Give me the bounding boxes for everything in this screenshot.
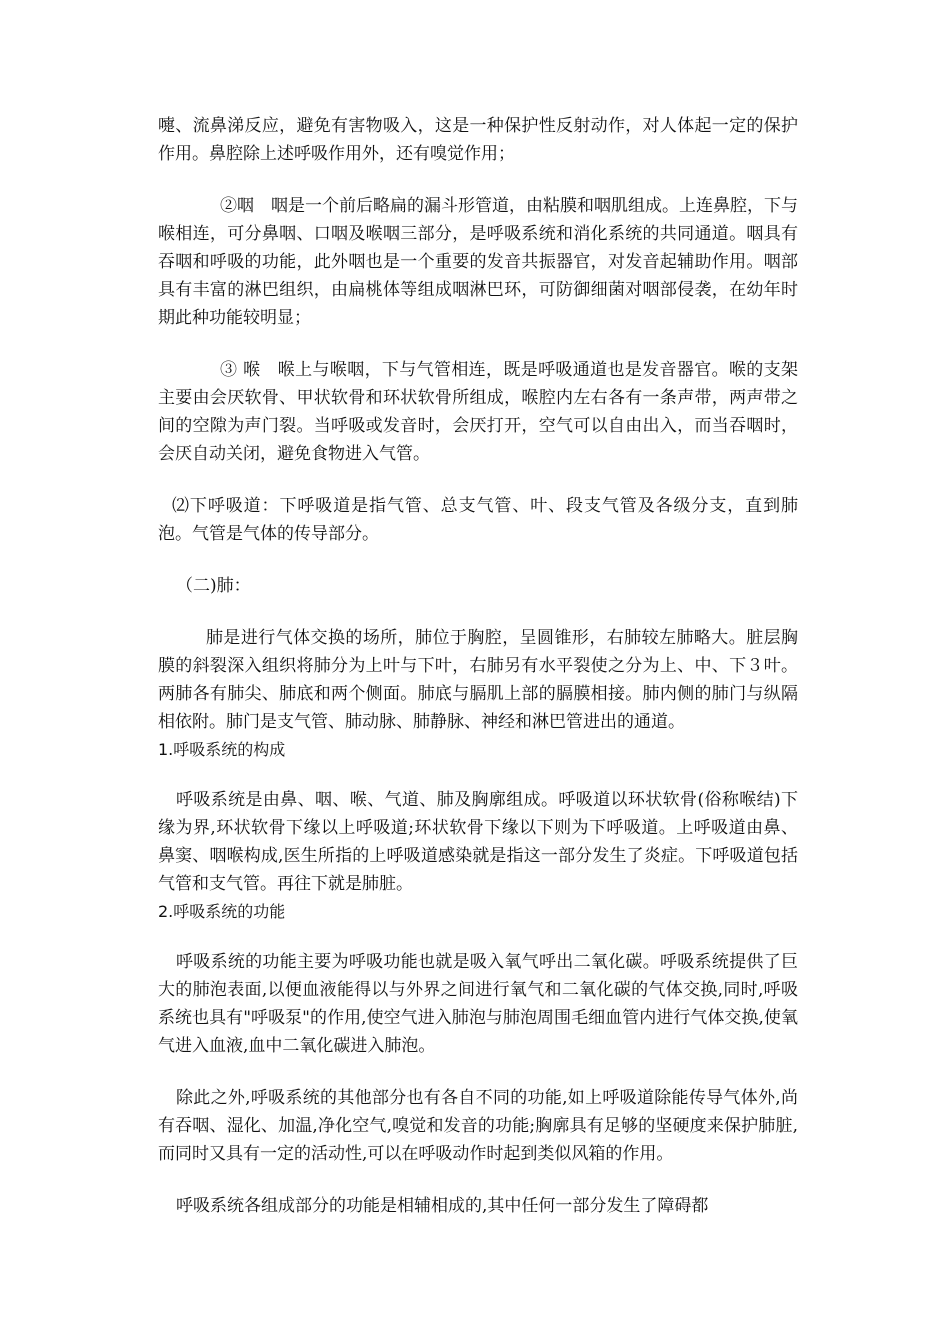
paragraph-respiratory-structure: 呼吸系统是由鼻、咽、喉、气道、肺及胸廓组成。呼吸道以环状软骨(俗称喉结)下缘为界,环状软骨下缘以上呼吸道;环状软骨下缘以下则为下呼吸道。上呼吸道由鼻、鼻窦、咽喉构成,医生所指的上呼吸道感染就是指这一部分发生了炎症。下呼吸道包括气管和支气管。再往下就是肺脏。 bbox=[158, 790, 798, 894]
paragraph-lung: 肺是进行气体交换的场所，肺位于胸腔，呈圆锥形，右肺较左肺略大。脏层胸膜的斜裂深入组织将肺分为上叶与下叶，右肺另有水平裂使之分为上、中、下３叶。两肺各有肺尖、肺底和两个侧面。肺底与膈肌上部的膈膜相接。肺内侧的肺门与纵隔相依附。肺门是支气管、肺动脉、肺静脉、神经和淋巴管进出的通道。 bbox=[158, 628, 798, 732]
paragraph-lower-airway: ⑵下呼吸道：下呼吸道是指气管、总支气管、叶、段支气管及各级分支，直到肺泡。气管是气体的传导部分。 bbox=[158, 496, 798, 544]
paragraph-complementary: 呼吸系统各组成部分的功能是相辅相成的,其中任何一部分发生了障碍都 bbox=[176, 1196, 709, 1216]
section-heading-lung: （二)肺： bbox=[176, 576, 251, 596]
paragraph-larynx: ③ 喉 喉上与喉咽，下与气管相连，既是呼吸通道也是发音器官。喉的支架主要由会厌软骨、甲状软骨和环状软骨所组成，喉腔内左右各有一条声带，两声带之间的空隙为声门裂。当呼吸或发音时，会厌打开，空气可以自由出入，而当吞咽时，会厌自动关闭，避免食物进入气管。 bbox=[158, 360, 798, 464]
document-body bbox=[158, 112, 798, 1220]
heading-respiratory-structure: 1.呼吸系统的构成 bbox=[158, 740, 286, 759]
paragraph-pharynx: ②咽 咽是一个前后略扁的漏斗形管道，由粘膜和咽肌组成。上连鼻腔，下与喉相连，可分鼻咽、口咽及喉咽三部分，是呼吸系统和消化系统的共同通道。咽具有吞咽和呼吸的功能，此外咽也是一个重要的发音共振器官，对发音起辅助作用。咽部具有丰富的淋巴组织，由扁桃体等组成咽淋巴环，可防御细菌对咽部侵袭，在幼年时期此种功能较明显； bbox=[158, 196, 798, 328]
paragraph-nose-protection: 嚏、流鼻涕反应，避免有害物吸入，这是一种保护性反射动作，对人体起一定的保护作用。鼻腔除上述呼吸作用外，还有嗅觉作用； bbox=[158, 116, 798, 164]
paragraph-respiratory-function: 呼吸系统的功能主要为呼吸功能也就是吸入氧气呼出二氧化碳。呼吸系统提供了巨大的肺泡表面,以便血液能得以与外界之间进行氧气和二氧化碳的气体交换,同时,呼吸系统也具有"呼吸泵"的作用,使空气进入肺泡与肺泡周围毛细血管内进行气体交换,使氧气进入血液,血中二氧化碳进入肺泡。 bbox=[158, 952, 798, 1056]
heading-respiratory-function: 2.呼吸系统的功能 bbox=[158, 902, 286, 921]
paragraph-other-functions: 除此之外,呼吸系统的其他部分也有各自不同的功能,如上呼吸道除能传导气体外,尚有吞咽、湿化、加温,净化空气,嗅觉和发音的功能;胸廓具有足够的坚硬度来保护肺脏,而同时又具有一定的活动性,可以在呼吸动作时起到类似风箱的作用。 bbox=[158, 1088, 798, 1164]
